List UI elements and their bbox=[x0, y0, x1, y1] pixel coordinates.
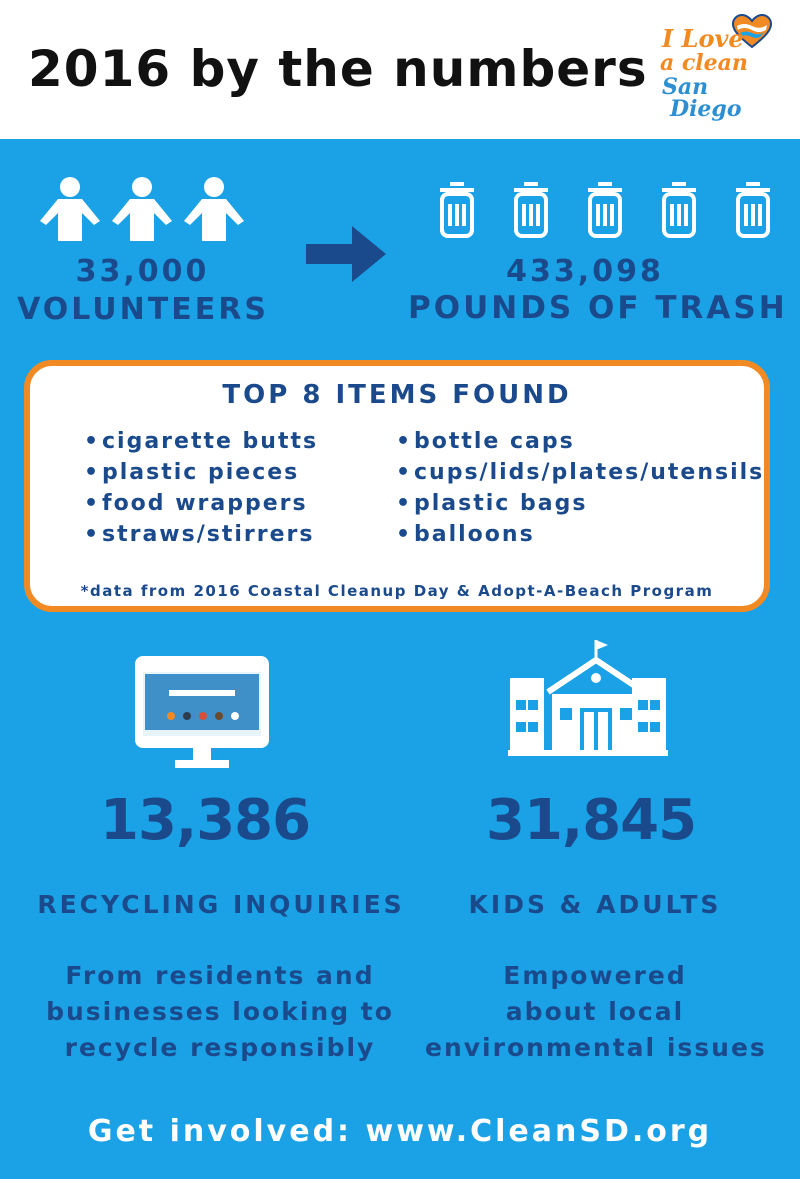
page-title: 2016 by the numbers bbox=[28, 40, 648, 98]
top-items-panel bbox=[24, 360, 770, 612]
trash-pounds-count: 433,098 bbox=[506, 254, 664, 289]
kids-adults-description: Empowered about local environmental issues bbox=[425, 961, 767, 1062]
header bbox=[0, 0, 800, 139]
list-item: •bottle caps bbox=[396, 429, 575, 454]
trash-can-icon bbox=[514, 184, 548, 236]
list-item: •cups/lids/plates/utensils bbox=[396, 460, 765, 485]
top-items-left-list bbox=[84, 426, 318, 550]
arrow-right-icon bbox=[304, 224, 388, 284]
school-building-icon bbox=[508, 638, 668, 756]
volunteers-count: 33,000 bbox=[75, 254, 210, 289]
top-items-title: TOP 8 ITEMS FOUND bbox=[222, 380, 572, 410]
list-item: •plastic pieces bbox=[84, 460, 300, 485]
trash-can-icon bbox=[736, 184, 770, 236]
recycling-inquiries-count: 13,386 bbox=[100, 788, 311, 853]
person-icon bbox=[40, 177, 100, 241]
logo-text-line: Diego bbox=[670, 96, 742, 122]
i-love-a-clean-san-diego-logo[interactable] bbox=[650, 14, 770, 126]
list-item: •cigarette butts bbox=[84, 429, 319, 454]
list-item: •straws/stirrers bbox=[84, 522, 315, 547]
trash-can-icon bbox=[588, 184, 622, 236]
recycling-inquiries-label: RECYCLING INQUIRIES bbox=[37, 890, 405, 919]
trash-can-icon bbox=[440, 184, 474, 236]
top-items-right-list bbox=[396, 426, 764, 550]
kids-adults-count: 31,845 bbox=[486, 788, 697, 853]
list-item: •balloons bbox=[396, 522, 535, 547]
get-involved-link[interactable]: Get involved: www.CleanSD.org bbox=[87, 1114, 713, 1149]
person-icon bbox=[112, 177, 172, 241]
recycling-description: From residents and businesses looking to recycle responsibly bbox=[46, 961, 394, 1062]
list-item: •food wrappers bbox=[84, 491, 308, 516]
data-source-note: *data from 2016 Coastal Cleanup Day & Adopt-A-Beach Program bbox=[80, 582, 714, 600]
person-icon bbox=[184, 177, 244, 241]
list-item: •plastic bags bbox=[396, 491, 588, 516]
trash-cans-icon-group bbox=[434, 180, 779, 240]
trash-pounds-label: POUNDS OF TRASH bbox=[408, 290, 788, 326]
volunteers-label: VOLUNTEERS bbox=[17, 292, 269, 327]
logo-text-line: San bbox=[662, 74, 709, 100]
people-icon-group bbox=[38, 177, 248, 241]
logo-text-line: a clean bbox=[660, 50, 748, 76]
logo-text-line: I Love bbox=[662, 24, 744, 53]
trash-can-icon bbox=[662, 184, 696, 236]
kids-adults-label: KIDS & ADULTS bbox=[468, 890, 722, 919]
monitor-icon bbox=[133, 654, 271, 770]
